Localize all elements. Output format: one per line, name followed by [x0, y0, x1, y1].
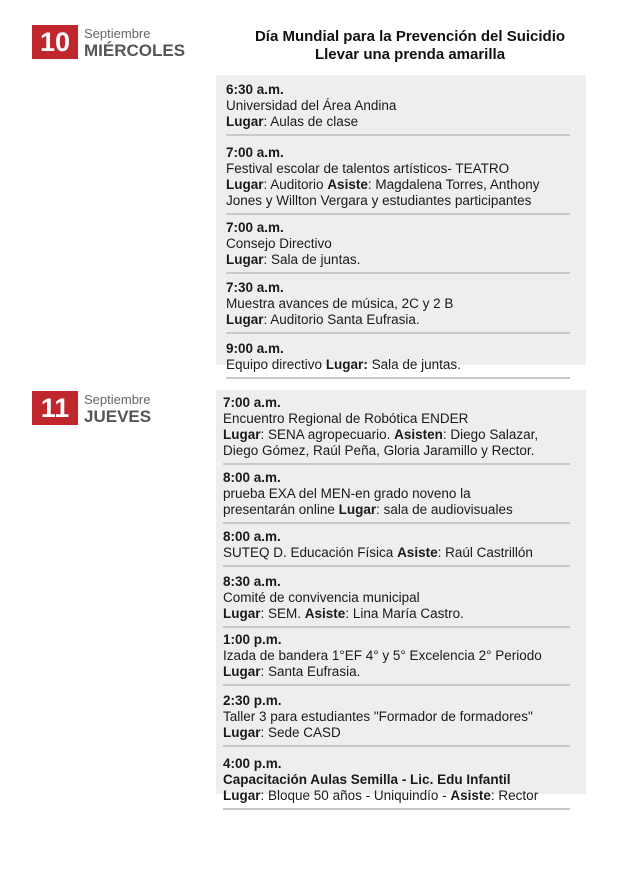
events-panel-10 [216, 75, 586, 372]
event-item [223, 395, 570, 465]
event-item [223, 529, 570, 567]
lugar-label: Lugar [226, 312, 264, 327]
event-attendees: : Magdalena Torres, Anthony [367, 177, 540, 192]
event-time: 8:30 a.m. [223, 574, 281, 589]
event-item [223, 470, 570, 524]
events-panel-11 [216, 390, 586, 803]
event-place: : Sede CASD [260, 725, 341, 740]
event-time: 7:30 a.m. [226, 280, 284, 295]
event-item [223, 756, 570, 810]
event-title: Comité de convivencia municipal [223, 590, 420, 605]
asiste-label: Asiste [397, 545, 438, 560]
event-title: SUTEQ D. Educación Física [223, 545, 398, 560]
day-number: 11 [32, 391, 78, 425]
event-item [226, 82, 570, 136]
event-title: Universidad del Área Andina [226, 98, 397, 113]
event-title: Equipo directivo [226, 357, 326, 372]
day-weekday: JUEVES [84, 407, 152, 426]
event-time: 2:30 p.m. [223, 693, 282, 708]
event-time: 9:00 a.m. [226, 341, 284, 356]
day-month: Septiembre [84, 392, 151, 407]
event-place: : Auditorio [263, 177, 328, 192]
event-title: Festival escolar de talentos artísticos- TEATRO [226, 161, 510, 176]
lugar-label: Lugar [223, 788, 261, 803]
event-item [226, 145, 570, 215]
asiste-label: Asiste [450, 788, 491, 803]
event-place: : Aulas de clase [263, 114, 359, 129]
event-place: : sala de audiovisuales [376, 502, 513, 517]
event-item [226, 220, 570, 274]
event-time: 4:00 p.m. [223, 756, 282, 771]
asiste-label: Asisten [394, 427, 443, 442]
event-place: : SEM. [260, 606, 305, 621]
event-attendees-cont: Diego Gómez, Raúl Peña, Gloria Jaramillo y Rector. [223, 443, 535, 458]
event-item [223, 693, 570, 747]
event-attendees: : Rector [490, 788, 539, 803]
page-title [225, 28, 595, 64]
event-item [226, 341, 570, 379]
lugar-label: Lugar [223, 664, 261, 679]
event-time: 6:30 a.m. [226, 82, 284, 97]
day-weekday: MIÉRCOLES [84, 41, 186, 60]
event-place: : Auditorio Santa Eufrasia. [263, 312, 420, 327]
event-title: Muestra avances de música, 2C y 2 B [226, 296, 454, 311]
lugar-label: Lugar [223, 725, 261, 740]
event-title: Izada de bandera 1°EF 4° y 5° Excelencia 2° Periodo [223, 648, 542, 663]
asiste-label: Asiste [327, 177, 368, 192]
event-place: : Sala de juntas. [263, 252, 361, 267]
title-line-1: Día Mundial para la Prevención del Suicidio [254, 28, 566, 45]
event-time: 7:00 a.m. [226, 220, 284, 235]
event-time: 7:00 a.m. [223, 395, 281, 410]
lugar-label: Lugar [223, 606, 261, 621]
lugar-label: Lugar [226, 177, 264, 192]
event-title: Encuentro Regional de Robótica ENDER [223, 411, 469, 426]
event-place: : SENA agropecuario. [260, 427, 395, 442]
lugar-label: Lugar [226, 252, 264, 267]
lugar-label: Lugar [226, 114, 264, 129]
event-title: prueba EXA del MEN-en grado noveno la [223, 486, 471, 501]
event-time: 1:00 p.m. [223, 632, 282, 647]
event-item [223, 632, 570, 686]
event-title: Consejo Directivo [226, 236, 332, 251]
event-attendees: : Lina María Castro. [345, 606, 464, 621]
event-place: : Santa Eufrasia. [260, 664, 361, 679]
event-time: 8:00 a.m. [223, 529, 281, 544]
event-title: Capacitación Aulas Semilla - Lic. Edu Infantil [223, 772, 511, 787]
day-month: Septiembre [84, 26, 151, 41]
event-title: Taller 3 para estudiantes "Formador de formadores" [223, 709, 533, 724]
lugar-label: Lugar [223, 427, 261, 442]
event-title-cont: presentarán online [223, 502, 339, 517]
asiste-label: Asiste [304, 606, 346, 621]
event-time: 7:00 a.m. [226, 145, 284, 160]
event-time: 8:00 a.m. [223, 470, 281, 485]
event-attendees: : Diego Salazar, [442, 427, 539, 442]
lugar-label: Lugar: [325, 357, 368, 372]
event-place: Sala de juntas. [367, 357, 461, 372]
event-item [223, 574, 570, 628]
lugar-label: Lugar [338, 502, 377, 517]
event-place: : Bloque 50 años - Uniquindío - [260, 788, 451, 803]
event-attendees: : Raúl Castrillón [437, 545, 533, 560]
day-number: 10 [32, 25, 78, 59]
event-item [226, 280, 570, 334]
title-line-2: Llevar una prenda amarilla [314, 46, 506, 63]
event-attendees-cont: Jones y Willton Vergara y estudiantes participantes [226, 193, 532, 208]
